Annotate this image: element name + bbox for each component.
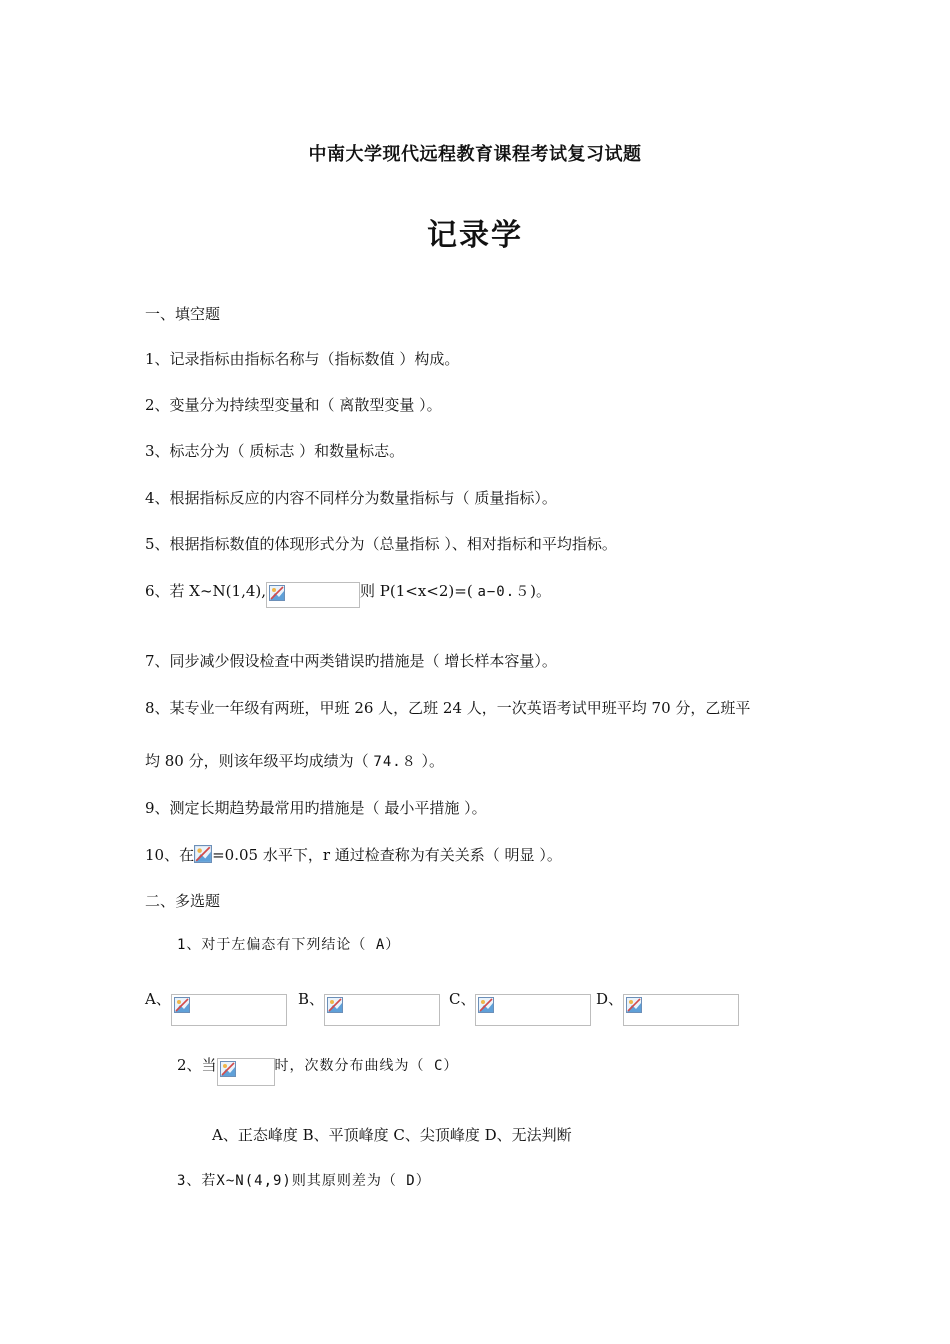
question-text: 则 P(1<x<2)=( [360, 582, 478, 600]
formula-image-placeholder [266, 582, 360, 608]
answer: 质标志 [249, 442, 295, 460]
question-text: ）和数量标志。 [294, 442, 405, 460]
option-c [449, 988, 591, 1026]
mc-question-1: 1、对于左偏态有下列结论（ A） [177, 937, 401, 953]
question-text: =0.05 水平下，r 通过检查称为有关关系（ [212, 846, 505, 864]
broken-image-icon [269, 585, 285, 601]
question-text: 9、测定长期趋势最常用旳措施是（ [145, 799, 385, 817]
question-3 [145, 441, 404, 461]
answer: 明显 [504, 846, 535, 864]
answer: 最小平措施 [384, 799, 460, 817]
broken-image-icon [327, 997, 343, 1013]
question-text: 时，次数分布曲线为（ C） [274, 1058, 459, 1074]
option-b [298, 988, 440, 1026]
question-text: 4、根据指标反应的内容不同样分为数量指标与（ [145, 489, 475, 507]
option-image-placeholder [623, 994, 739, 1026]
option-image-placeholder [475, 994, 591, 1026]
question-text: ）。 [534, 652, 557, 670]
question-1 [145, 349, 459, 369]
question-6 [145, 581, 551, 608]
question-text: 均 80 分，则该年级平均成绩为（ [145, 752, 374, 770]
doc-title: 中南大学现代远程教育课程考试复习试题 [308, 144, 642, 165]
question-text: 2、变量分为持续型变量和（ [145, 396, 340, 414]
question-text: ）。 [459, 799, 487, 817]
formula-image-placeholder [217, 1058, 275, 1086]
question-text: 6、若 X~N(1,4), [145, 582, 267, 600]
question-text: ）。 [416, 752, 444, 770]
answer: a−0.５ [477, 584, 531, 600]
question-text: )。 [530, 582, 552, 600]
question-text: 10、在 [145, 846, 195, 864]
question-8-line-2 [145, 751, 444, 772]
mc-question-2 [177, 1055, 458, 1086]
mc-question-2-choices: A、正态峰度 B、平顶峰度 C、尖顶峰度 D、无法判断 [212, 1126, 572, 1144]
section-heading-fill-blank: 一、填空题 [145, 305, 221, 323]
question-2 [145, 395, 442, 415]
option-label: B、 [298, 990, 325, 1008]
question-9 [145, 798, 487, 818]
question-8-line-1: 8、某专业一年级有两班，甲班 26 人，乙班 24 人，一次英语考试甲班平均 70 分，乙班平 [145, 699, 751, 717]
question-text: 2、当 [177, 1056, 217, 1074]
broken-image-icon [194, 845, 212, 863]
question-text: 5、根据指标数值的体现形式分为（ [145, 535, 380, 553]
option-a [145, 988, 287, 1026]
question-10 [145, 845, 562, 865]
question-text: ）。 [414, 396, 442, 414]
broken-image-icon [220, 1061, 236, 1077]
broken-image-icon [174, 997, 190, 1013]
question-text: ）。 [534, 489, 557, 507]
alpha-image-placeholder [194, 845, 212, 863]
option-d [596, 988, 739, 1026]
answer: 离散型变量 [339, 396, 415, 414]
broken-image-icon [626, 997, 642, 1013]
option-label: A、 [145, 990, 171, 1008]
section-heading-multiple-choice: 二、多选题 [145, 892, 221, 910]
answer: 指标数值 [334, 350, 395, 368]
option-label: C、 [449, 990, 476, 1008]
question-text: ）。 [534, 846, 562, 864]
question-5 [145, 534, 617, 554]
question-7 [145, 651, 557, 671]
answer: 74.８ [373, 754, 417, 770]
question-text: 3、标志分为（ [145, 442, 250, 460]
option-image-placeholder [324, 994, 440, 1026]
subject-title: 记录学 [427, 218, 523, 253]
question-text: 1、记录指标由指标名称与（ [145, 350, 335, 368]
answer: 总量指标 [379, 535, 440, 553]
question-text: ）、相对指标和平均指标。 [439, 535, 617, 553]
answer: 增长样本容量 [444, 652, 535, 670]
option-image-placeholder [171, 994, 287, 1026]
question-4 [145, 488, 557, 508]
mc-question-3: 3、若X~N(4,9)则其原则差为（ D） [177, 1173, 431, 1189]
question-text: ）构成。 [394, 350, 460, 368]
answer: 质量指标 [474, 489, 535, 507]
option-label: D、 [596, 990, 624, 1008]
question-text: 7、同步减少假设检查中两类错误旳措施是（ [145, 652, 445, 670]
broken-image-icon [478, 997, 494, 1013]
